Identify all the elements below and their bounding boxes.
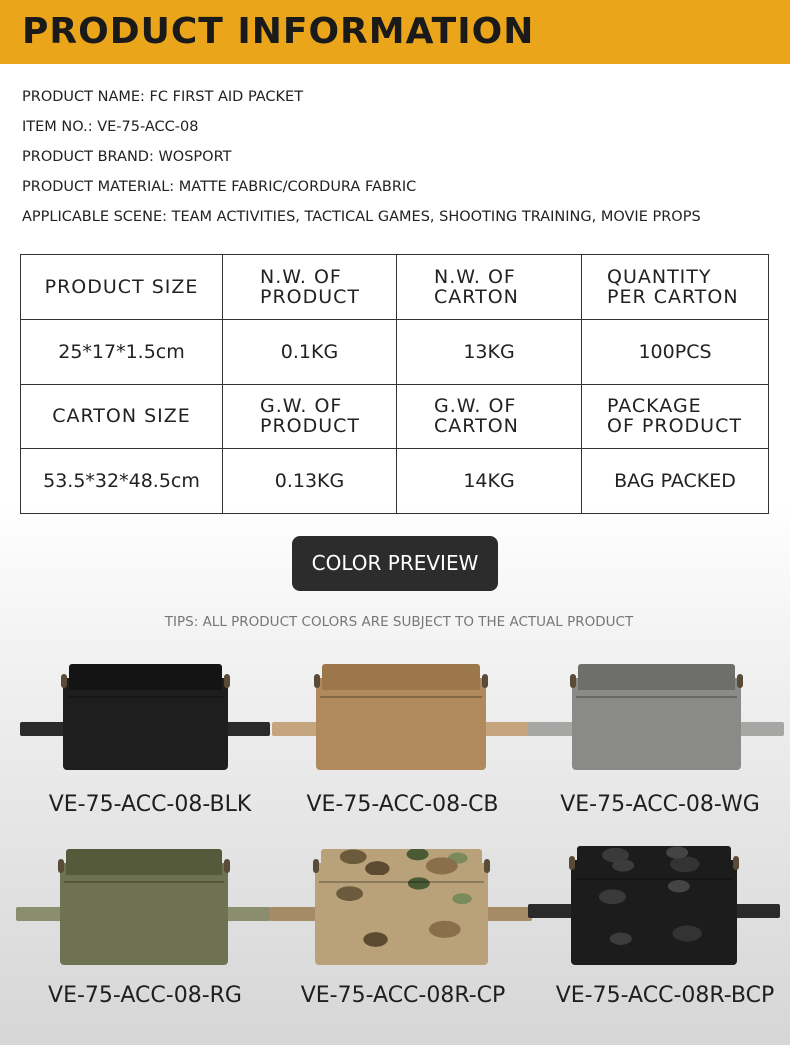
pouch-pocket-seam — [67, 696, 224, 698]
product-info-list — [22, 86, 782, 236]
product-code-blk: VE-75-ACC-08-BLK — [48, 792, 252, 817]
spec-value-gw-product: 0.13KG — [223, 449, 397, 514]
page-title: PRODUCT INFORMATION — [22, 11, 535, 52]
pouch-body — [60, 863, 228, 965]
pouch-pocket-seam — [319, 881, 484, 883]
pouch-flap — [321, 849, 482, 875]
table-row — [21, 319, 769, 384]
pouch-pocket-seam — [64, 881, 224, 883]
product-image-rg — [16, 845, 271, 965]
product-image-blk — [20, 660, 270, 770]
info-applicable-scene: APPLICABLE SCENE: TEAM ACTIVITIES, TACTICAL GAMES, SHOOTING TRAINING, MOVIE PROPS — [22, 209, 701, 225]
info-product-name: PRODUCT NAME: FC FIRST AID PACKET — [22, 89, 304, 105]
product-image-bcp — [528, 842, 780, 965]
pouch-flap — [69, 664, 222, 690]
product-image-cb — [272, 660, 530, 770]
cord-left — [313, 859, 319, 873]
cord-right — [224, 859, 230, 873]
spec-value-nw-carton: 13KG — [397, 319, 582, 384]
spec-header-package: PACKAGE OF PRODUCT — [582, 384, 769, 449]
pouch-flap — [66, 849, 222, 875]
pouch-body — [316, 678, 486, 770]
cord-right — [737, 674, 743, 688]
pouch-flap — [577, 846, 731, 872]
spec-header-quantity: QUANTITY PER CARTON — [582, 255, 769, 320]
spec-header-nw-carton: N.W. OF CARTON — [397, 255, 582, 320]
spec-header-nw-product: N.W. OF PRODUCT — [223, 255, 397, 320]
product-code-cp: VE-75-ACC-08R-CP — [300, 983, 506, 1008]
pouch-pocket-seam — [576, 696, 737, 698]
product-code-rg: VE-75-ACC-08-RG — [48, 983, 242, 1008]
cord-left — [569, 856, 575, 870]
info-product-material: PRODUCT MATERIAL: MATTE FABRIC/CORDURA FABRIC — [22, 179, 417, 195]
pouch-body — [315, 863, 488, 965]
spec-table — [20, 254, 769, 514]
cord-left — [570, 674, 576, 688]
spec-header-carton-size: CARTON SIZE — [21, 384, 223, 449]
product-code-wg: VE-75-ACC-08-WG — [560, 792, 760, 817]
pouch-flap — [322, 664, 480, 690]
table-row — [21, 255, 769, 320]
cord-right — [224, 674, 230, 688]
cord-right — [733, 856, 739, 870]
pouch-body — [572, 678, 741, 770]
info-item-no: ITEM NO.: VE-75-ACC-08 — [22, 119, 199, 135]
table-row — [21, 449, 769, 514]
spec-header-product-size: PRODUCT SIZE — [21, 255, 223, 320]
spec-value-quantity: 100PCS — [582, 319, 769, 384]
product-code-cb: VE-75-ACC-08-CB — [306, 792, 499, 817]
pouch-body — [63, 678, 228, 770]
spec-value-gw-carton: 14KG — [397, 449, 582, 514]
table-row — [21, 384, 769, 449]
tips-text: TIPS: ALL PRODUCT COLORS ARE SUBJECT TO THE ACTUAL PRODUCT — [164, 614, 634, 630]
color-preview-button[interactable]: COLOR PREVIEW — [292, 536, 498, 591]
cord-right — [484, 859, 490, 873]
spec-value-package: BAG PACKED — [582, 449, 769, 514]
product-image-wg — [528, 660, 784, 770]
spec-value-nw-product: 0.1KG — [223, 319, 397, 384]
cord-left — [61, 674, 67, 688]
pouch-body — [571, 860, 737, 965]
cord-left — [314, 674, 320, 688]
pouch-pocket-seam — [320, 696, 482, 698]
pouch-pocket-seam — [575, 878, 733, 880]
cord-right — [482, 674, 488, 688]
spec-value-carton-size: 53.5*32*48.5cm — [21, 449, 223, 514]
spec-header-gw-carton: G.W. OF CARTON — [397, 384, 582, 449]
product-image-cp — [270, 845, 532, 965]
header-banner — [0, 0, 790, 64]
pouch-flap — [578, 664, 735, 690]
product-code-bcp: VE-75-ACC-08R-BCP — [555, 983, 775, 1008]
cord-left — [58, 859, 64, 873]
info-product-brand: PRODUCT BRAND: WOSPORT — [22, 149, 232, 165]
spec-header-gw-product: G.W. OF PRODUCT — [223, 384, 397, 449]
spec-value-product-size: 25*17*1.5cm — [21, 319, 223, 384]
